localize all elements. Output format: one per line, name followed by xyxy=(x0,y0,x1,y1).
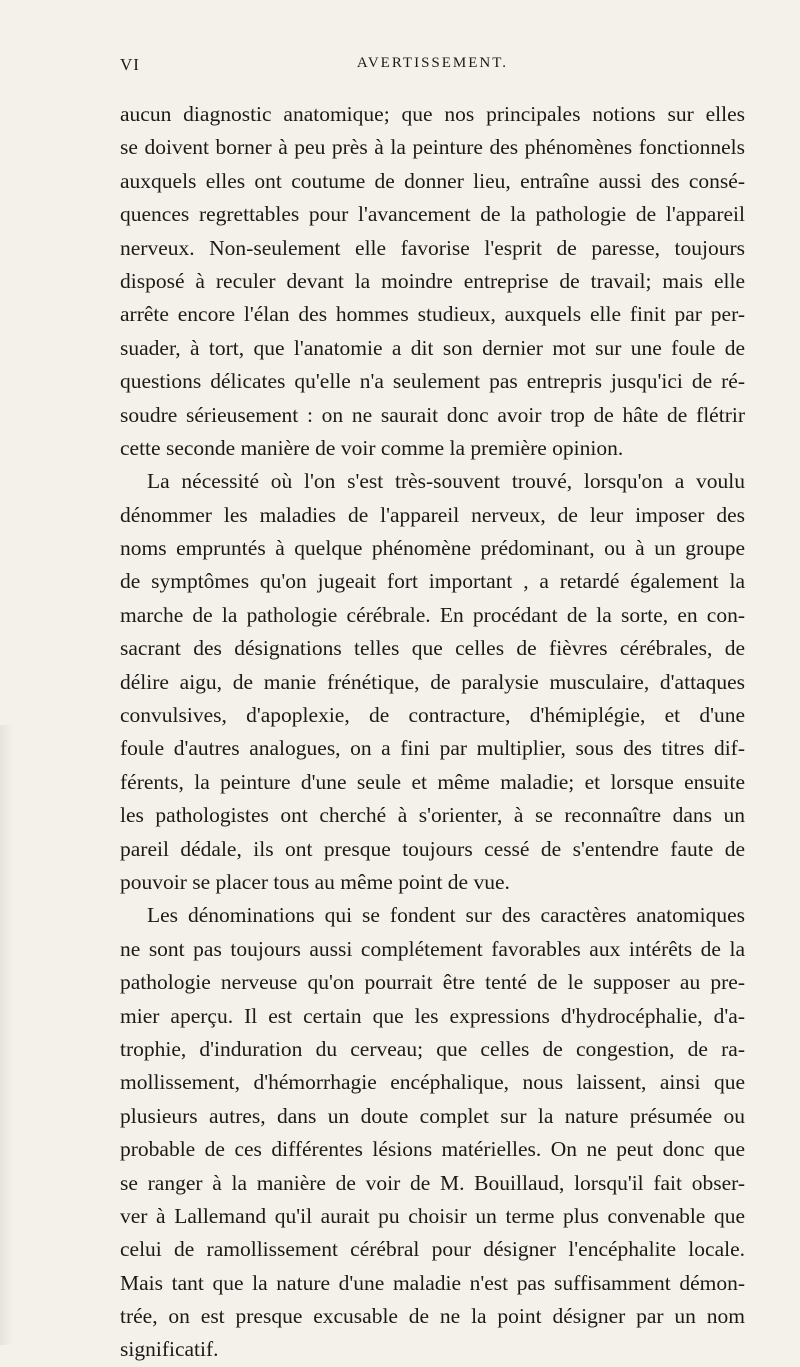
text-line: soudre sérieusement : on ne saurait donc avoir trop de hâte de flétrir xyxy=(120,402,745,427)
text-line: pathologie nerveuse qu'on pourrait être tenté de le supposer au pre- xyxy=(120,970,745,995)
text-line: trophie, d'induration du cerveau; que celles de congestion, de ra- xyxy=(120,1036,745,1061)
text-line: trée, on est presque excusable de ne la point désigner par un nom xyxy=(120,1304,745,1329)
text-line: questions délicates qu'elle n'a seulement pas entrepris jusqu'ici de ré- xyxy=(120,369,745,394)
text-line: auxquels elles ont coutume de donner lieu, entraîne aussi des consé- xyxy=(120,168,745,193)
text-line: de symptômes qu'on jugeait fort important , a retardé également la xyxy=(120,569,745,594)
binding-shadow xyxy=(0,725,14,1345)
page-header xyxy=(120,55,745,85)
text-line: se ranger à la manière de voir de M. Bouillaud, lorsqu'il fait obser- xyxy=(120,1170,745,1195)
text-line: délire aigu, de manie frénétique, de paralysie musculaire, d'attaques xyxy=(120,669,745,694)
text-line: probable de ces différentes lésions matérielles. On ne peut donc que xyxy=(120,1137,745,1162)
text-line: pouvoir se placer tous au même point de vue. xyxy=(120,869,510,894)
page-number: VI xyxy=(120,55,140,74)
text-line: celui de ramollissement cérébral pour désigner l'encéphalite locale. xyxy=(120,1237,745,1262)
text-line: férents, la peinture d'une seule et même maladie; et lorsque ensuite xyxy=(120,769,745,794)
text-line: significatif. xyxy=(120,1337,219,1362)
text-line: aucun diagnostic anatomique; que nos principales notions sur elles xyxy=(120,102,745,126)
text-line: La nécessité où l'on s'est très-souvent trouvé, lorsqu'on a voulu xyxy=(147,469,745,494)
text-line: sacrant des désignations telles que celles de fièvres cérébrales, de xyxy=(120,636,745,661)
text-line: suader, à tort, que l'anatomie a dit son dernier mot sur une foule de xyxy=(120,335,745,360)
text-line: les pathologistes ont cherché à s'orienter, à se reconnaître dans un xyxy=(120,803,745,828)
text-line: Les dénominations qui se fondent sur des caractères anatomiques xyxy=(147,903,745,928)
text-line: Mais tant que la nature d'une maladie n'est pas suffisamment démon- xyxy=(120,1270,745,1295)
text-line: nerveux. Non-seulement elle favorise l'esprit de paresse, toujours xyxy=(120,235,745,260)
text-line: dénommer les maladies de l'appareil nerveux, de leur imposer des xyxy=(120,502,745,527)
text-line: convulsives, d'apoplexie, de contracture, d'hémiplégie, et d'une xyxy=(120,703,745,728)
text-line: disposé à reculer devant la moindre entreprise de travail; mais elle xyxy=(120,268,745,293)
body-text xyxy=(120,98,745,1367)
text-line: marche de la pathologie cérébrale. En procédant de la sorte, en con- xyxy=(120,602,745,627)
text-line: mollissement, d'hémorrhagie encéphalique, nous laissent, ainsi que xyxy=(120,1070,745,1095)
text-line: ne sont pas toujours aussi complétement favorables aux intérêts de la xyxy=(120,936,745,961)
text-line: plusieurs autres, dans un doute complet sur la nature présumée ou xyxy=(120,1103,745,1128)
text-line: noms empruntés à quelque phénomène prédominant, ou à un groupe xyxy=(120,536,745,561)
text-line: mier aperçu. Il est certain que les expressions d'hydrocéphalie, d'a- xyxy=(120,1003,745,1028)
text-line: quences regrettables pour l'avancement de la pathologie de l'appareil xyxy=(120,202,745,227)
text-line: arrête encore l'élan des hommes studieux, auxquels elle finit par per- xyxy=(120,302,745,327)
text-line: ver à Lallemand qu'il aurait pu choisir un terme plus convenable que xyxy=(120,1203,745,1228)
text-line: se doivent borner à peu près à la peinture des phénomènes fonctionnels xyxy=(120,135,745,160)
text-line: cette seconde manière de voir comme la première opinion. xyxy=(120,435,624,460)
running-title: AVERTISSEMENT. xyxy=(356,55,509,71)
text-line: foule d'autres analogues, on a fini par multiplier, sous des titres dif- xyxy=(120,736,745,761)
text-line: pareil dédale, ils ont presque toujours cessé de s'entendre faute de xyxy=(120,836,745,861)
